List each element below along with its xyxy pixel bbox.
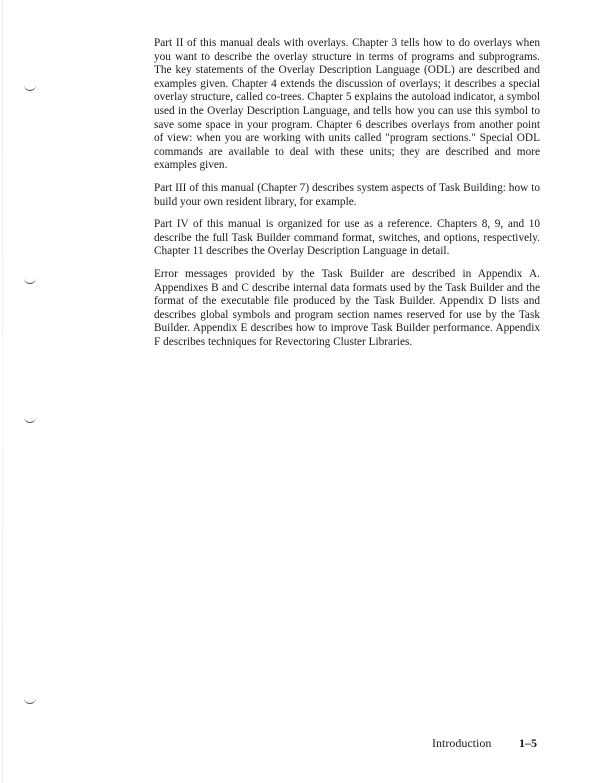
footer-section-title: Introduction bbox=[432, 736, 492, 750]
binding-mark bbox=[24, 84, 36, 91]
binding-mark bbox=[24, 277, 36, 284]
binding-mark bbox=[24, 697, 36, 704]
footer-page-number: 1–5 bbox=[519, 736, 537, 750]
paragraph-part-iii: Part III of this manual (Chapter 7) describes system aspects of Task Building: how to build your own resident library, for example. bbox=[154, 181, 540, 208]
page-edge bbox=[2, 0, 3, 783]
body-text bbox=[154, 37, 540, 358]
paragraph-appendixes: Error messages provided by the Task Builder are described in Appendix A. Appendixes B and C describe internal data formats used by the Task Builder and the format of the executable file produced by the Task Builder. Appendix D lists and describes global symbols and program section names reserved for use by the Task Builder. Appendix E describes how to improve Task Builder performance. Appendix F describes techniques for Revectoring Cluster Libraries. bbox=[154, 267, 540, 348]
paragraph-part-ii: Part II of this manual deals with overlays. Chapter 3 tells how to do overlays when you want to describe the overlay structure in terms of programs and subprograms. The key statements of the Overlay Description Language (ODL) are described and examples given. Chapter 4 extends the discussion of overlays; it describes a special overlay structure, called co-trees. Chapter 5 explains the autoload indicator, a symbol used in the Overlay Description Language, and tells how you can use this symbol to save some space in your program. Chapter 6 describes overlays from another point of view: when you are working with units called "program sections." Special ODL commands are available to deal with these units; they are described and more examples given. bbox=[154, 37, 540, 172]
paragraph-part-iv: Part IV of this manual is organized for use as a reference. Chapters 8, 9, and 10 describe the full Task Builder command format, switches, and options, respectively. Chapter 11 describes the Overlay Description Language in detail. bbox=[154, 218, 540, 258]
binding-mark bbox=[24, 416, 36, 423]
